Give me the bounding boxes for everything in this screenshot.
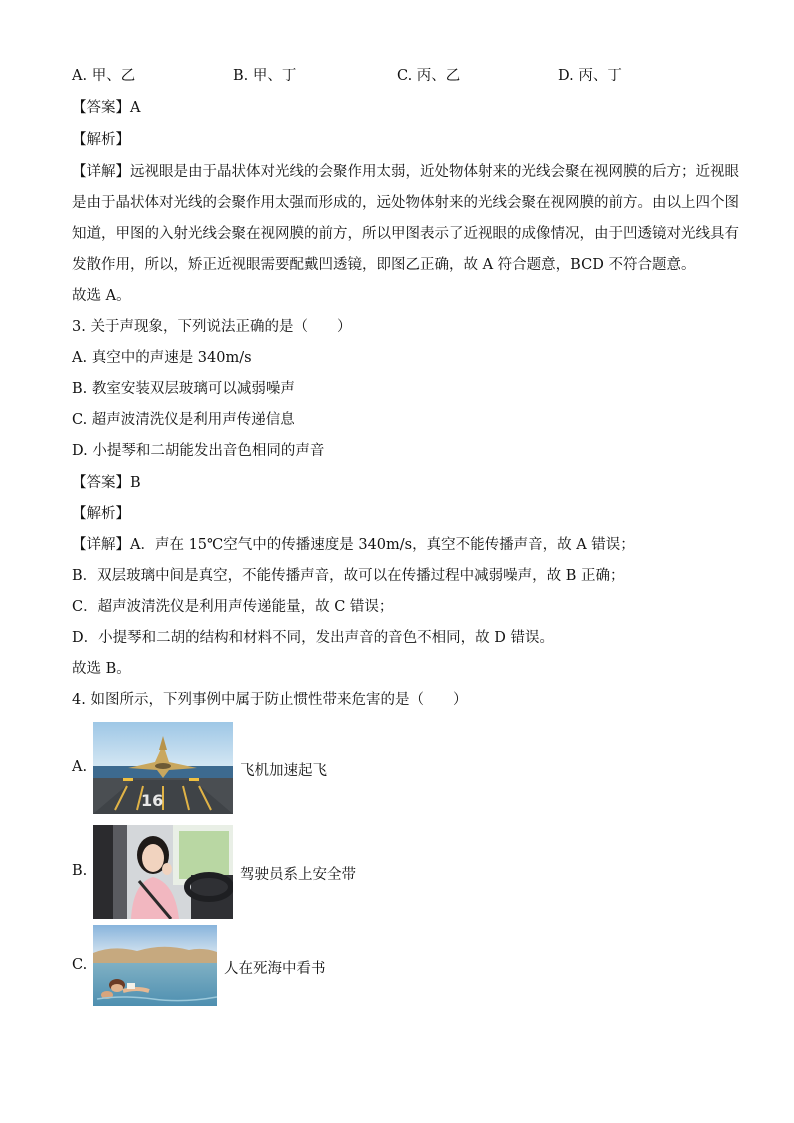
q3-option-d: D. 小提琴和二胡能发出音色相同的声音 <box>72 443 325 459</box>
q4-option-a-caption: 飞机加速起飞 <box>240 763 327 779</box>
q2-detail-line: 是由于晶状体对光线的会聚作用太强而形成的，远处物体射来的光线会聚在视网膜的前方。由以上四个图 <box>72 195 739 211</box>
q3-stem: 3. 关于声现象，下列说法正确的是（ ） <box>72 319 352 335</box>
q3-option-b: B. 教室安装双层玻璃可以减弱噪声 <box>72 381 295 397</box>
q3-detail-line: 【详解】A．声在 15℃空气中的传播速度是 340m/s，真空不能传播声音，故 A 错误； <box>72 537 635 553</box>
q3-option-a: A. 真空中的声速是 340m/s <box>72 350 252 366</box>
q3-option-c: C. 超声波清洗仪是利用声传递信息 <box>72 412 295 428</box>
q3-answer: 【答案】B <box>72 475 141 491</box>
q3-analysis-label: 【解析】 <box>72 506 130 522</box>
q2-answer: 【答案】A <box>72 100 141 116</box>
q2-option-c: C. 丙、乙 <box>397 68 461 84</box>
dead-sea-reading-image <box>93 925 217 1006</box>
q3-detail-line: D．小提琴和二胡的结构和材料不同，发出声音的音色不相同，故 D 错误。 <box>72 630 554 646</box>
q4-option-c-caption: 人在死海中看书 <box>224 961 326 977</box>
q4-option-c-letter: C. <box>72 957 88 973</box>
svg-text:16: 16 <box>141 791 164 810</box>
q2-detail-line: 知道，甲图的入射光线会聚在视网膜的前方，所以甲图表示了近视眼的成像情况，由于凹透镜对光线具有 <box>72 226 739 242</box>
q4-option-b-letter: B. <box>72 863 88 879</box>
q2-detail-line: 【详解】远视眼是由于晶状体对光线的会聚作用太弱，近处物体射来的光线会聚在视网膜的后方；近视眼 <box>72 164 739 180</box>
q2-option-a: A. 甲、乙 <box>72 68 136 84</box>
q4-stem: 4. 如图所示，下列事例中属于防止惯性带来危害的是（ ） <box>72 692 468 708</box>
q4-option-a-letter: A. <box>72 759 88 775</box>
q2-conclusion: 故选 A。 <box>72 288 131 304</box>
q2-detail-line: 发散作用，所以，矫正近视眼需要配戴凹透镜，即图乙正确，故 A 符合题意，BCD 不符合题意。 <box>72 257 696 273</box>
q2-analysis-label: 【解析】 <box>72 132 130 148</box>
q3-detail-line: C．超声波清洗仪是利用声传递能量，故 C 错误； <box>72 599 394 615</box>
q4-option-b-caption: 驾驶员系上安全带 <box>240 867 356 883</box>
aircraft-carrier-jet-image <box>93 722 233 814</box>
q3-conclusion: 故选 B。 <box>72 661 131 677</box>
q2-option-d: D. 丙、丁 <box>558 68 622 84</box>
driver-seatbelt-image <box>93 825 233 919</box>
q2-option-b: B. 甲、丁 <box>233 68 297 84</box>
q3-detail-line: B．双层玻璃中间是真空，不能传播声音，故可以在传播过程中减弱噪声，故 B 正确； <box>72 568 625 584</box>
